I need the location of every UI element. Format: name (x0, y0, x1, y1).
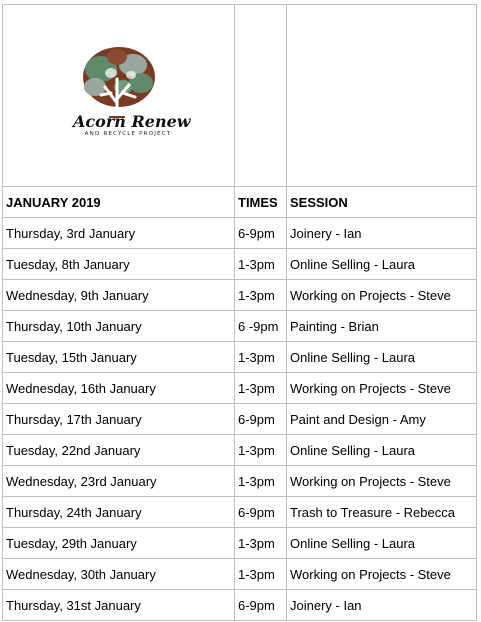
cell-time: 1-3pm (235, 466, 287, 497)
cell-time: 1-3pm (235, 280, 287, 311)
header-session: SESSION (287, 187, 477, 218)
logo-cell (3, 5, 235, 187)
cell-session: Paint and Design - Amy (287, 404, 477, 435)
cell-session: Joinery - Ian (287, 218, 477, 249)
cell-date: Thursday, 31st January (3, 590, 235, 621)
cell-time: 1-3pm (235, 249, 287, 280)
cell-date: Thursday, 10th January (3, 311, 235, 342)
cell-date: Wednesday, 30th January (3, 559, 235, 590)
cell-time: 1-3pm (235, 559, 287, 590)
cell-date: Wednesday, 16th January (3, 373, 235, 404)
cell-session: Online Selling - Laura (287, 342, 477, 373)
table-row (3, 497, 477, 528)
cell-session: Joinery - Ian (287, 590, 477, 621)
table-row (3, 590, 477, 621)
acorn-renew-logo (3, 5, 235, 186)
table-row (3, 342, 477, 373)
cell-time: 1-3pm (235, 528, 287, 559)
cell-session: Online Selling - Laura (287, 528, 477, 559)
table-row (3, 249, 477, 280)
cell-session: Working on Projects - Steve (287, 280, 477, 311)
table-row (3, 373, 477, 404)
table-row (3, 466, 477, 497)
cell-time: 6-9pm (235, 404, 287, 435)
table-row (3, 404, 477, 435)
cell-session: Online Selling - Laura (287, 435, 477, 466)
schedule-table (2, 4, 477, 621)
logo-row-empty-cell (287, 5, 477, 187)
cell-date: Thursday, 3rd January (3, 218, 235, 249)
logo-row (3, 5, 477, 187)
header-date: JANUARY 2019 (3, 187, 235, 218)
cell-session: Working on Projects - Steve (287, 559, 477, 590)
logo-subtitle: AND RECYCLE PROJECT (84, 131, 172, 137)
logo-title: Acorn Renew (73, 112, 191, 131)
cell-date: Thursday, 24th January (3, 497, 235, 528)
cell-date: Tuesday, 22nd January (3, 435, 235, 466)
cell-session: Painting - Brian (287, 311, 477, 342)
cell-date: Wednesday, 23rd January (3, 466, 235, 497)
tree-logo-icon (71, 43, 167, 121)
cell-session: Online Selling - Laura (287, 249, 477, 280)
cell-session: Working on Projects - Steve (287, 466, 477, 497)
cell-date: Wednesday, 9th January (3, 280, 235, 311)
cell-session: Working on Projects - Steve (287, 373, 477, 404)
table-row (3, 559, 477, 590)
table-row (3, 435, 477, 466)
cell-time: 6-9pm (235, 218, 287, 249)
table-row (3, 311, 477, 342)
cell-time: 1-3pm (235, 435, 287, 466)
cell-date: Tuesday, 8th January (3, 249, 235, 280)
cell-date: Tuesday, 29th January (3, 528, 235, 559)
table-row (3, 280, 477, 311)
header-times: TIMES (235, 187, 287, 218)
cell-time: 1-3pm (235, 373, 287, 404)
cell-date: Tuesday, 15th January (3, 342, 235, 373)
cell-time: 6 -9pm (235, 311, 287, 342)
table-row (3, 528, 477, 559)
cell-time: 6-9pm (235, 497, 287, 528)
header-row (3, 187, 477, 218)
table-row (3, 218, 477, 249)
cell-date: Thursday, 17th January (3, 404, 235, 435)
cell-time: 6-9pm (235, 590, 287, 621)
logo-row-empty-cell (235, 5, 287, 187)
cell-time: 1-3pm (235, 342, 287, 373)
cell-session: Trash to Treasure - Rebecca (287, 497, 477, 528)
